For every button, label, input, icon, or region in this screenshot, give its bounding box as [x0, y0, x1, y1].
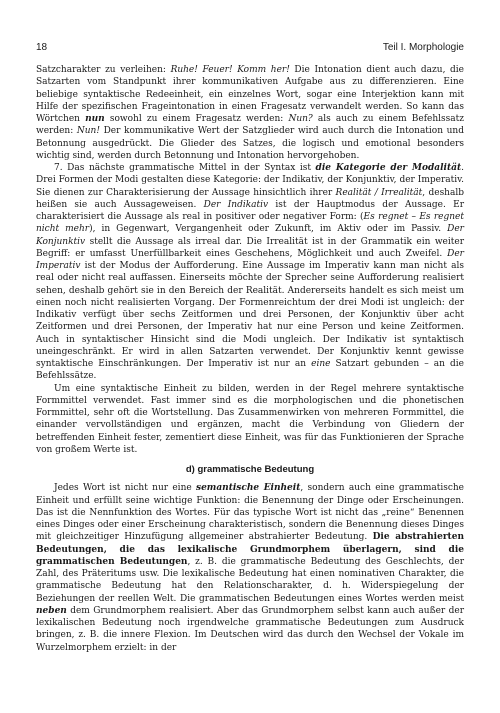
text-segment: neben	[36, 605, 67, 616]
text-segment: Jedes Wort ist nicht nur eine	[54, 483, 197, 494]
paragraph	[36, 162, 464, 383]
page-header	[36, 42, 464, 58]
page-body	[36, 64, 464, 654]
text-segment: sowohl zu einem Fragesatz werden:	[104, 114, 289, 124]
text-segment: , z. B. die grammatische Bedeutung des Geschlechts, der Zahl, des Präteritums usw. Die lexikalische Bedeutung hat einen nominativen Charakter, die grammatische Bedeutung hat den Relationscharakter, d. h. Widerspiegelung der Beziehungen der reellen Welt. Die grammatischen Bedeutungen eines Wortes werden meist	[36, 556, 464, 604]
text-segment: Nun?	[288, 114, 313, 124]
page-number: 18	[36, 42, 48, 53]
text-segment: Um eine syntaktische Einheit zu bilden, werden in der Regel mehrere syntaktische Formmittel verwendet. Fast immer sind es die morphologischen und die phonetischen Formmittel, sehr oft die Wortstellung. Das Zusammenwirken von mehreren Formmittel, die einander vervollständigen und ergänzen, macht die Verbindung von Gliedern der betreffenden Einheit fester, zementiert diese Einheit, was für das Funktionieren der Sprache von großem Werte ist.	[36, 383, 464, 455]
text-segment: als auch zu einem Befehlssatz werden:	[36, 114, 464, 137]
text-segment: stellt die Aussage als irreal dar. Die Irrealität ist in der Grammatik ein weiter Begriff: er umfasst Unerfüllbarkeit eines Geschehens, Möglichkeit und auch Zweifel.	[36, 236, 464, 259]
text-segment: Satzcharakter zu verleihen:	[36, 65, 171, 75]
section-heading: d) grammatische Bedeutung	[185, 464, 315, 475]
paragraph	[36, 64, 464, 162]
text-segment: Der Konjunktiv	[36, 224, 464, 247]
paragraph	[36, 482, 464, 654]
text-segment: ), in Gegenwart, Vergangenheit oder Zukunft, im Aktiv oder im Passiv.	[89, 224, 448, 235]
text-segment: die Kategorie der Modalität	[315, 163, 462, 173]
text-segment: , sondern auch eine grammatische Einheit und erfüllt seine wichtige Funktion: die Benennung der Dinge oder Erscheinungen. Das ist die Nennfunktion des Wortes. Für das typische Wort ist nicht das „reine“ Benennen eines Dinges oder einer Erscheinung charakteristisch, sondern die Benennung dieses Dinges mit gleichzeitiger Hinzufügung allgemeiner abstrahierter Bedeutung.	[36, 483, 465, 543]
text-segment: , deshalb heißen sie auch Aussageweisen.	[36, 187, 464, 210]
text-segment: 7. Das nächste grammatische Mittel in der Syntax ist	[54, 163, 316, 173]
text-segment: Satzart gebunden – an die Befehlssätze.	[36, 359, 464, 382]
text-segment: Der kommunikative Wert der Satzglieder wird auch durch die Intonation und Betonnung ausgedrückt. Die Glieder des Satzes, die logisch und emotional besonders wichtig sind, werden durch Betonnung und Intonation hervorgehoben.	[36, 126, 464, 161]
text-segment: semantische Einheit	[196, 483, 301, 494]
text-segment: Die Intonation dient auch dazu, die Satzarten vom Standpunkt ihrer kommunikativen Aufgabe aus zu differenzieren. Eine beliebige syntaktische Redeeinheit, ein einzelnes Wort, sogar eine Interjektion kann mit Hilfe der spezifischen Frageintonation in einen Fragesatz verwandelt werden. So kann das Wörtchen	[36, 65, 465, 124]
text-segment: Der Imperativ	[36, 248, 464, 271]
text-segment: nun	[85, 114, 105, 124]
text-segment: Realität / Irrealität	[335, 187, 423, 198]
text-segment: Es regnet – Es regnet nicht mehr	[36, 212, 464, 235]
text-segment: Ruhe! Feuer! Komm her!	[170, 65, 290, 75]
text-segment: Nun!	[76, 126, 100, 137]
running-head: Teil I. Morphologie	[382, 42, 464, 53]
text-segment: Die abstrahierten Bedeutungen, die das lexikalische Grundmorphem überlagern, sind die grammatischen Bedeutungen	[36, 532, 464, 567]
text-segment: . Drei Formen der Modi gestalten diese Kategorie: der Indikativ, der Konjunktiv, der Imperativ. Sie dienen zur Charakterisierung der Aussage hinsichtlich ihrer	[36, 163, 464, 198]
text-segment: dem Grundmorphem realisiert. Aber das Grundmorphem selbst kann auch außer der lexikalischen Bedeutung noch irgendwelche grammatische Bedeutungen zum Ausdruck bringen, z. B. die innere Flexion. Im Deutschen wird das durch den Wechsel der Vokale im Wurzelmorphem erzielt: in der	[36, 605, 464, 653]
text-segment: ist der Hauptmodus der Aussage. Er charakterisiert die Aussage als real in positiver oder negativer Form: (	[36, 199, 464, 222]
paragraph	[36, 383, 464, 457]
text-segment: ist der Modus der Aufforderung. Eine Aussage im Imperativ kann man nicht als real oder nicht real auffassen. Einerseits möchte der Sprecher seine Aufforderung realisiert sehen, deshalb gehört sie in den Bereich der Realität. Andererseits handelt es sich meist um einen noch nicht realisierten Vorgang. Der Formenreichtum der drei Modi ist ungleich: der Indikativ verfügt über sechs Zeitformen und drei Personen, der Konjunktiv über acht Zeitformen und drei Personen, der Imperativ hat nur eine Person und keine Zeitformen. Auch in syntaktischer Hinsicht sind die Modi ungleich. Der Indikativ ist syntaktisch uneingeschränkt. Er wird in allen Satzarten verwendet. Der Konjunktiv kennt gewisse syntaktische Einschränkungen. Der Imperativ ist nur an	[36, 261, 464, 369]
text-segment: Der Indikativ	[203, 199, 269, 210]
text-segment: eine	[311, 359, 331, 369]
